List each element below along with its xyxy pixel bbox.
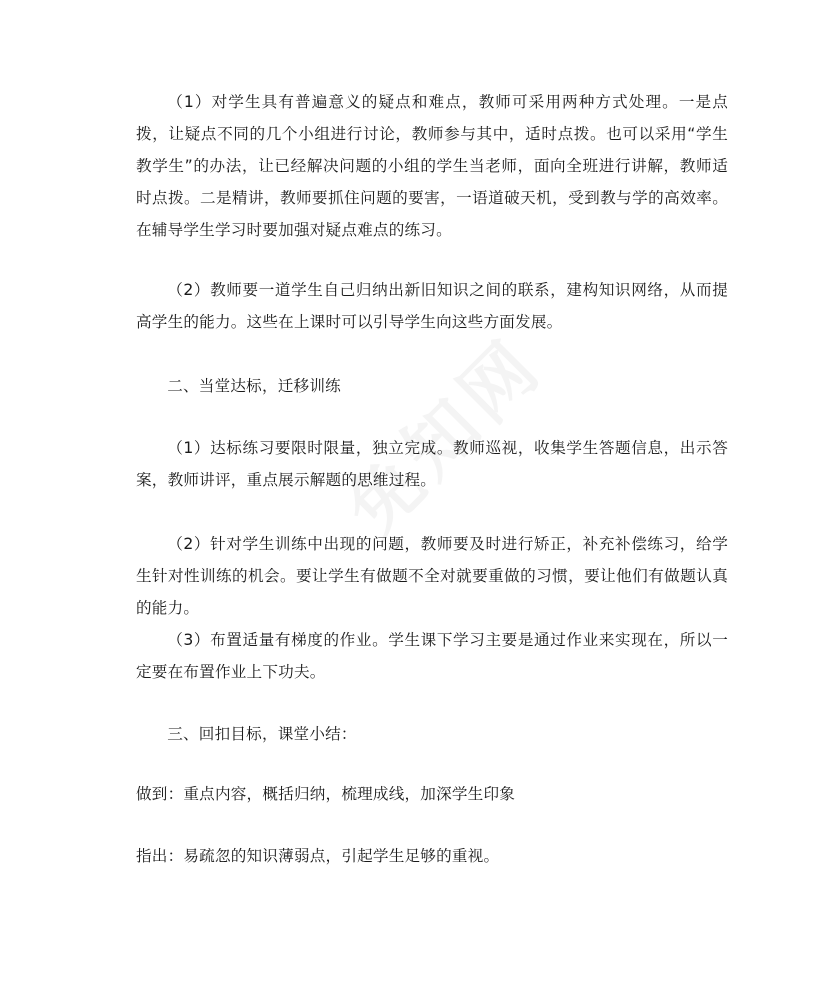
section-heading-practice: 二、当堂达标，迁移训练 (167, 377, 341, 395)
summary-line-do: 做到：重点内容，概括归纳，梳理成线，加深学生印象 (136, 785, 516, 803)
summary-line-point-out: 指出：易疏忽的知识薄弱点，引起学生足够的重视。 (136, 847, 500, 865)
paragraph-knowledge-network: （2）教师要一道学生自己归纳出新旧知识之间的联系，建构知识网络，从而提高学生的能力。这些在上课时可以引导学生向这些方面发展。 (136, 281, 728, 331)
paragraph-correction: （2）针对学生训练中出现的问题，教师要及时进行矫正，补充补偿练习，给学生针对性训练的机会。要让学生有做题不全对就要重做的习惯，要让他们有做题认真的能力。 (136, 535, 728, 617)
section-heading-summary: 三、回扣目标，课堂小结： (167, 725, 357, 743)
paragraph-homework: （3）布置适量有梯度的作业。学生课下学习主要是通过作业来实现在，所以一定要在布置作业上下功夫。 (136, 631, 728, 681)
paragraph-difficult-points: （1）对学生具有普遍意义的疑点和难点，教师可采用两种方式处理。一是点拨，让疑点不同的几个小组进行讨论，教师参与其中，适时点拨。也可以采用“学生教学生”的办法，让已经解决问题的小组的学生当老师，面向全班进行讲解，教师适时点拨。二是精讲，教师要抓住问题的要害，一语道破天机，受到教与学的高效率。在辅导学生学习时要加强对疑点难点的练习。 (136, 93, 728, 239)
paragraph-timed-practice: （1）达标练习要限时限量，独立完成。教师巡视，收集学生答题信息，出示答案，教师讲评，重点展示解题的思维过程。 (136, 439, 728, 489)
